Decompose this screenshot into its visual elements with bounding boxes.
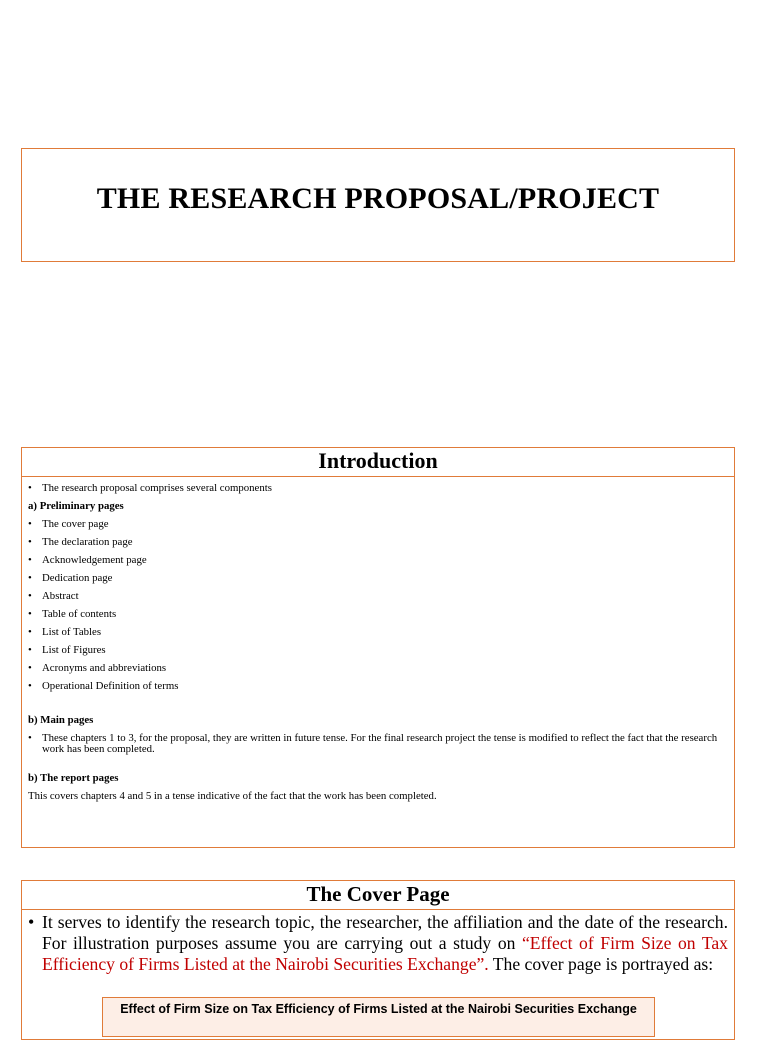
preliminary-item-text: List of Tables bbox=[42, 626, 102, 638]
introduction-slide bbox=[21, 447, 735, 848]
preliminary-heading: a) Preliminary pages bbox=[28, 500, 124, 512]
preliminary-item-text: Table of contents bbox=[42, 608, 117, 620]
report-pages-text: This covers chapters 4 and 5 in a tense indicative of the fact that the work has been completed. bbox=[28, 790, 437, 802]
bullet-icon: • bbox=[28, 662, 32, 674]
preliminary-item-text: List of Figures bbox=[42, 644, 106, 656]
bullet-icon: • bbox=[28, 536, 32, 548]
list-item bbox=[28, 587, 728, 605]
bullet-icon: • bbox=[28, 608, 32, 620]
list-item bbox=[28, 729, 728, 755]
list-item bbox=[28, 623, 728, 641]
bullet-icon: • bbox=[28, 482, 32, 494]
bullet-icon: • bbox=[28, 626, 32, 638]
bullet-icon: • bbox=[28, 572, 32, 584]
bullet-icon: • bbox=[28, 680, 32, 692]
bullet-icon: • bbox=[28, 518, 32, 530]
introduction-body bbox=[22, 477, 734, 805]
preliminary-item-text: The declaration page bbox=[42, 536, 133, 548]
preliminary-item-text: Dedication page bbox=[42, 572, 113, 584]
list-item bbox=[28, 641, 728, 659]
intro-bullet-text: The research proposal comprises several components bbox=[42, 482, 272, 494]
cover-page-example-box bbox=[102, 997, 655, 1037]
list-item bbox=[28, 659, 728, 677]
cover-page-body bbox=[22, 910, 734, 975]
list-item bbox=[28, 677, 728, 695]
list-item bbox=[28, 533, 728, 551]
list-item bbox=[28, 551, 728, 569]
bullet-icon: • bbox=[28, 732, 32, 744]
cover-page-title: The Cover Page bbox=[22, 881, 734, 910]
introduction-title: Introduction bbox=[22, 448, 734, 477]
bullet-icon: • bbox=[28, 644, 32, 656]
cover-box-title: Effect of Firm Size on Tax Efficiency of Firms Listed at the Nairobi Securities Exchange bbox=[120, 1002, 637, 1016]
cover-text-part1: It serves to identify the research topic, the researcher, the affiliation and the date of the research. For illustration purposes assume you are carrying out a study on bbox=[42, 912, 728, 953]
list-item bbox=[28, 569, 728, 587]
cover-text-part2: The cover page is portrayed as: bbox=[488, 954, 714, 974]
bullet-icon: • bbox=[28, 590, 32, 602]
list-item bbox=[28, 605, 728, 623]
list-item bbox=[28, 479, 728, 497]
document-title: THE RESEARCH PROPOSAL/PROJECT bbox=[96, 182, 660, 215]
preliminary-item-text: The cover page bbox=[42, 518, 109, 530]
cover-page-slide bbox=[21, 880, 735, 1040]
preliminary-list bbox=[28, 515, 728, 695]
list-item bbox=[28, 912, 728, 975]
title-slide bbox=[21, 148, 735, 262]
bullet-icon: • bbox=[28, 554, 32, 566]
list-item bbox=[28, 515, 728, 533]
bullet-icon: • bbox=[28, 912, 35, 932]
preliminary-item-text: Operational Definition of terms bbox=[42, 680, 179, 692]
main-pages-heading: b) Main pages bbox=[28, 714, 94, 726]
preliminary-item-text: Abstract bbox=[42, 590, 79, 602]
report-pages-heading: b) The report pages bbox=[28, 772, 119, 784]
main-pages-text: These chapters 1 to 3, for the proposal, they are written in future tense. For the final research project the tense is modified to reflect the fact that the research work has been completed. bbox=[42, 732, 718, 755]
cover-page-paragraph bbox=[42, 912, 728, 975]
study-title-highlight: “Effect of Firm Size on Tax Efficiency of Firms Listed at the Nairobi Securities Exchange”. bbox=[42, 933, 728, 974]
preliminary-item-text: Acknowledgement page bbox=[42, 554, 147, 566]
preliminary-item-text: Acronyms and abbreviations bbox=[42, 662, 167, 674]
